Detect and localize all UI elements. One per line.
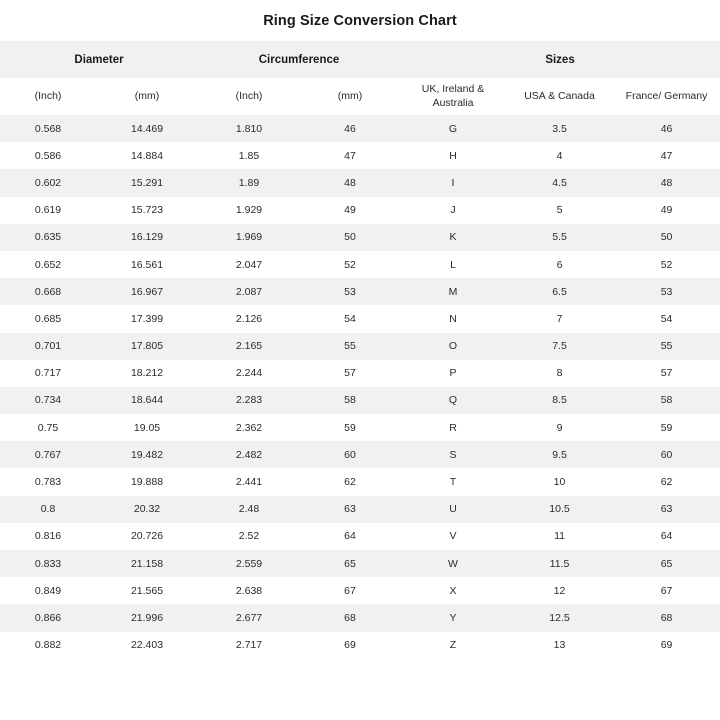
table-cell: 2.087 <box>198 278 300 305</box>
sub-header-france-germany: France/ Germany <box>613 78 720 115</box>
table-row <box>0 550 720 577</box>
table-cell: 5.5 <box>506 224 613 251</box>
table-cell: 67 <box>613 577 720 604</box>
table-cell: 2.244 <box>198 360 300 387</box>
table-cell: 2.638 <box>198 577 300 604</box>
table-cell: 10.5 <box>506 496 613 523</box>
table-cell: 0.783 <box>0 468 96 495</box>
table-cell: 2.482 <box>198 441 300 468</box>
table-cell: 64 <box>300 523 400 550</box>
table-cell: 10 <box>506 468 613 495</box>
table-cell: 0.816 <box>0 523 96 550</box>
table-cell: 18.212 <box>96 360 198 387</box>
table-cell: 52 <box>613 251 720 278</box>
table-cell: 16.967 <box>96 278 198 305</box>
table-row <box>0 360 720 387</box>
table-cell: 0.586 <box>0 142 96 169</box>
table-row <box>0 251 720 278</box>
table-cell: 64 <box>613 523 720 550</box>
table-cell: 0.685 <box>0 305 96 332</box>
table-cell: 57 <box>613 360 720 387</box>
table-cell: S <box>400 441 506 468</box>
sub-header-circumference-mm: (mm) <box>300 78 400 115</box>
table-cell: 16.561 <box>96 251 198 278</box>
table-cell: 0.833 <box>0 550 96 577</box>
table-row <box>0 278 720 305</box>
table-row <box>0 169 720 196</box>
table-cell: 69 <box>300 632 400 659</box>
table-cell: M <box>400 278 506 305</box>
table-cell: 50 <box>300 224 400 251</box>
table-cell: W <box>400 550 506 577</box>
table-cell: 0.717 <box>0 360 96 387</box>
table-cell: 60 <box>300 441 400 468</box>
table-cell: 46 <box>300 115 400 142</box>
table-cell: 0.8 <box>0 496 96 523</box>
table-row <box>0 115 720 142</box>
table-cell: L <box>400 251 506 278</box>
table-cell: 0.619 <box>0 197 96 224</box>
table-cell: Z <box>400 632 506 659</box>
table-cell: 2.165 <box>198 333 300 360</box>
table-cell: 15.723 <box>96 197 198 224</box>
table-cell: 0.849 <box>0 577 96 604</box>
sub-header-row <box>0 78 720 115</box>
table-cell: 55 <box>613 333 720 360</box>
table-cell: O <box>400 333 506 360</box>
table-cell: 62 <box>613 468 720 495</box>
table-cell: 6 <box>506 251 613 278</box>
table-cell: 21.565 <box>96 577 198 604</box>
table-cell: 1.810 <box>198 115 300 142</box>
table-cell: 58 <box>300 387 400 414</box>
table-cell: 2.441 <box>198 468 300 495</box>
table-row <box>0 577 720 604</box>
table-cell: 12 <box>506 577 613 604</box>
table-cell: 4 <box>506 142 613 169</box>
table-cell: 59 <box>613 414 720 441</box>
table-cell: J <box>400 197 506 224</box>
table-cell: 12.5 <box>506 604 613 631</box>
table-cell: 0.767 <box>0 441 96 468</box>
table-cell: 11.5 <box>506 550 613 577</box>
table-cell: 13 <box>506 632 613 659</box>
table-cell: 6.5 <box>506 278 613 305</box>
table-cell: 50 <box>613 224 720 251</box>
table-cell: U <box>400 496 506 523</box>
table-cell: 53 <box>613 278 720 305</box>
ring-size-table <box>0 41 720 659</box>
sub-header-usa-canada: USA & Canada <box>506 78 613 115</box>
table-cell: T <box>400 468 506 495</box>
table-cell: 68 <box>613 604 720 631</box>
table-row <box>0 523 720 550</box>
table-row <box>0 197 720 224</box>
table-cell: 48 <box>613 169 720 196</box>
table-cell: 0.652 <box>0 251 96 278</box>
table-cell: H <box>400 142 506 169</box>
table-cell: 0.734 <box>0 387 96 414</box>
table-row <box>0 224 720 251</box>
table-cell: G <box>400 115 506 142</box>
table-cell: 0.866 <box>0 604 96 631</box>
table-cell: X <box>400 577 506 604</box>
table-cell: P <box>400 360 506 387</box>
sub-header-diameter-mm: (mm) <box>96 78 198 115</box>
table-cell: 1.929 <box>198 197 300 224</box>
table-cell: 1.85 <box>198 142 300 169</box>
table-cell: 18.644 <box>96 387 198 414</box>
table-cell: 15.291 <box>96 169 198 196</box>
table-cell: 0.602 <box>0 169 96 196</box>
table-cell: 1.969 <box>198 224 300 251</box>
table-cell: 0.882 <box>0 632 96 659</box>
table-cell: 11 <box>506 523 613 550</box>
table-cell: 65 <box>613 550 720 577</box>
table-cell: 2.047 <box>198 251 300 278</box>
table-cell: 2.717 <box>198 632 300 659</box>
table-cell: 65 <box>300 550 400 577</box>
table-cell: 60 <box>613 441 720 468</box>
table-cell: 53 <box>300 278 400 305</box>
table-row <box>0 441 720 468</box>
table-cell: 3.5 <box>506 115 613 142</box>
table-row <box>0 496 720 523</box>
table-cell: 2.677 <box>198 604 300 631</box>
table-row <box>0 414 720 441</box>
table-cell: 54 <box>300 305 400 332</box>
table-cell: 21.158 <box>96 550 198 577</box>
table-cell: 49 <box>300 197 400 224</box>
table-cell: 5 <box>506 197 613 224</box>
table-row <box>0 387 720 414</box>
table-cell: 49 <box>613 197 720 224</box>
table-cell: 0.668 <box>0 278 96 305</box>
table-row <box>0 632 720 659</box>
table-cell: 17.805 <box>96 333 198 360</box>
sub-header-diameter-inch: (Inch) <box>0 78 96 115</box>
page-title: Ring Size Conversion Chart <box>263 13 457 29</box>
table-cell: 68 <box>300 604 400 631</box>
table-cell: 8 <box>506 360 613 387</box>
table-cell: 22.403 <box>96 632 198 659</box>
table-cell: 21.996 <box>96 604 198 631</box>
table-cell: 59 <box>300 414 400 441</box>
table-cell: 2.52 <box>198 523 300 550</box>
sub-header-circumference-inch: (Inch) <box>198 78 300 115</box>
table-cell: 0.568 <box>0 115 96 142</box>
table-row <box>0 305 720 332</box>
table-cell: I <box>400 169 506 196</box>
table-header <box>0 41 720 115</box>
table-cell: 1.89 <box>198 169 300 196</box>
table-cell: 4.5 <box>506 169 613 196</box>
table-cell: Q <box>400 387 506 414</box>
table-row <box>0 333 720 360</box>
table-cell: 47 <box>300 142 400 169</box>
table-cell: 46 <box>613 115 720 142</box>
table-cell: 58 <box>613 387 720 414</box>
table-cell: 57 <box>300 360 400 387</box>
table-cell: 47 <box>613 142 720 169</box>
table-cell: 17.399 <box>96 305 198 332</box>
table-cell: 9 <box>506 414 613 441</box>
table-cell: 2.126 <box>198 305 300 332</box>
table-cell: 7 <box>506 305 613 332</box>
table-cell: 67 <box>300 577 400 604</box>
table-cell: 2.559 <box>198 550 300 577</box>
sub-header-uk-ireland-australia: UK, Ireland & Australia <box>400 78 506 115</box>
table-row <box>0 142 720 169</box>
table-cell: 19.482 <box>96 441 198 468</box>
table-cell: 0.701 <box>0 333 96 360</box>
table-cell: 19.05 <box>96 414 198 441</box>
table-cell: 63 <box>300 496 400 523</box>
table-cell: 14.469 <box>96 115 198 142</box>
table-row <box>0 604 720 631</box>
table-cell: 8.5 <box>506 387 613 414</box>
table-cell: 52 <box>300 251 400 278</box>
table-cell: 9.5 <box>506 441 613 468</box>
group-header-row <box>0 41 720 78</box>
table-body <box>0 115 720 659</box>
table-cell: 2.48 <box>198 496 300 523</box>
table-cell: K <box>400 224 506 251</box>
table-cell: 0.635 <box>0 224 96 251</box>
table-cell: 2.283 <box>198 387 300 414</box>
table-cell: 20.726 <box>96 523 198 550</box>
table-row <box>0 468 720 495</box>
table-cell: 2.362 <box>198 414 300 441</box>
table-cell: 62 <box>300 468 400 495</box>
table-cell: 48 <box>300 169 400 196</box>
table-cell: 19.888 <box>96 468 198 495</box>
group-header-diameter: Diameter <box>0 41 198 78</box>
table-cell: 16.129 <box>96 224 198 251</box>
table-cell: 20.32 <box>96 496 198 523</box>
group-header-sizes: Sizes <box>400 41 720 78</box>
table-cell: N <box>400 305 506 332</box>
table-cell: 7.5 <box>506 333 613 360</box>
table-cell: Y <box>400 604 506 631</box>
table-cell: 69 <box>613 632 720 659</box>
table-cell: 0.75 <box>0 414 96 441</box>
table-cell: 54 <box>613 305 720 332</box>
table-cell: 63 <box>613 496 720 523</box>
table-cell: R <box>400 414 506 441</box>
group-header-circumference: Circumference <box>198 41 400 78</box>
table-cell: V <box>400 523 506 550</box>
table-cell: 14.884 <box>96 142 198 169</box>
table-cell: 55 <box>300 333 400 360</box>
